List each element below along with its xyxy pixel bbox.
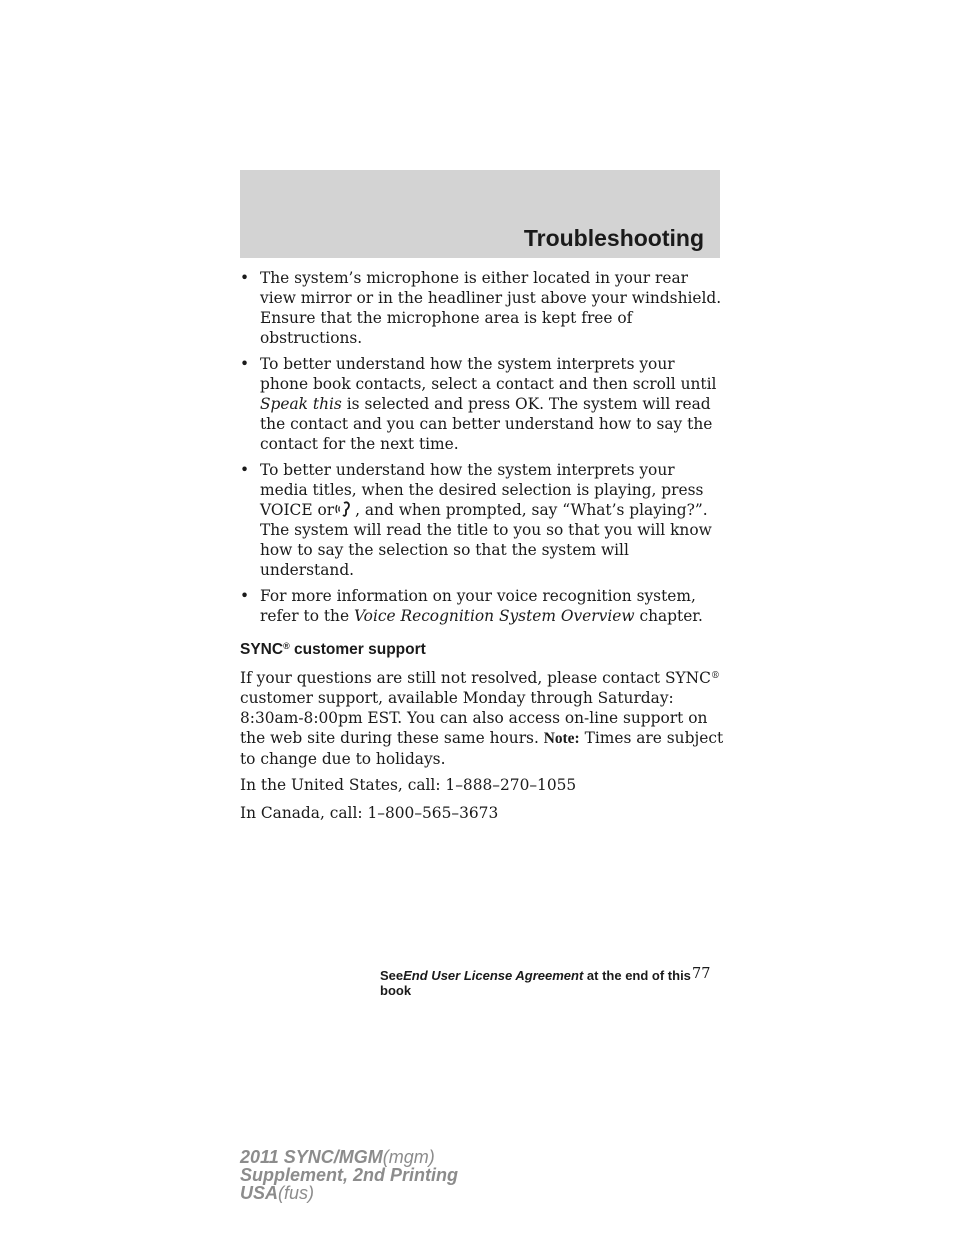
bullet-text: , and when prompted, say “What’s playing?”. The system will read the title to you so that you will know how to say the selection so that the system will understand. [260,501,712,579]
print-info-line-3 [240,1184,458,1202]
us-phone-line: In the United States, call: 1–888–270–1055 [240,776,577,794]
bullet-text: The system’s microphone is either located in your rear view mirror or in the headliner just above your windshield. Ensure that the microphone area is kept free of obstructions. [260,269,722,347]
note-text: Times are subject to change due to holidays. [240,729,724,768]
bullet-text: For more information on your voice recognition system, refer to the [260,587,696,625]
heading-text: customer support [294,641,426,658]
page-number: 77 [692,966,711,982]
bullet-dot: • [240,587,250,605]
section-heading [240,636,724,660]
bullet-item [240,460,724,580]
bullet-item [240,268,724,348]
bullet-dot: • [240,269,250,287]
support-text: If your questions are still not resolved, please contact SYNC [240,669,711,687]
support-text: customer support, available Monday through Saturday: 8:30am-8:00pm EST. You can also access on-line support on the web site during these same hours. [240,689,708,747]
footer-eula-reference [380,968,720,998]
print-info-market: USA [240,1183,279,1203]
note-label: Note: [543,730,580,747]
print-info-market-code: (fus) [278,1183,315,1203]
chapter-reference: Voice Recognition System Overview [353,607,635,625]
speak-this-term: Speak this [260,395,342,413]
print-info-code: (mgm) [382,1147,435,1167]
bullet-dot: • [240,461,250,479]
print-info [240,1148,458,1202]
footer-rest: at the end of this book [380,968,691,998]
footer-eula-link: End User License Agreement [403,968,584,983]
registered-mark: ® [283,641,290,651]
section-header-band [240,170,720,258]
registered-mark: ® [710,671,720,681]
page-title: Troubleshooting [523,225,704,251]
print-info-line-1 [240,1148,458,1166]
bullet-dot: • [240,355,250,373]
bullet-text: To better understand how the system interprets your media titles, when the desired selection is playing, press VOICE or [260,461,704,519]
canada-phone-line: In Canada, call: 1–800–565–3673 [240,804,499,822]
support-paragraph [240,666,724,769]
bullet-item [240,586,724,626]
footer-see: See [380,968,404,983]
voice-button-icon [335,500,353,518]
page-content [240,268,724,831]
bullet-text: To better understand how the system interprets your phone book contacts, select a contact and then scroll until [260,355,717,393]
bullet-text: is selected and press OK. The system will read the contact and you can better understand how to say the contact for the next time. [260,395,713,453]
bullet-item [240,354,724,454]
heading-brand: SYNC [240,641,284,658]
print-info-model: 2011 SYNC/MGM [240,1147,383,1167]
bullet-text: chapter. [639,607,703,625]
print-info-line-2: Supplement, 2nd Printing [240,1165,459,1185]
